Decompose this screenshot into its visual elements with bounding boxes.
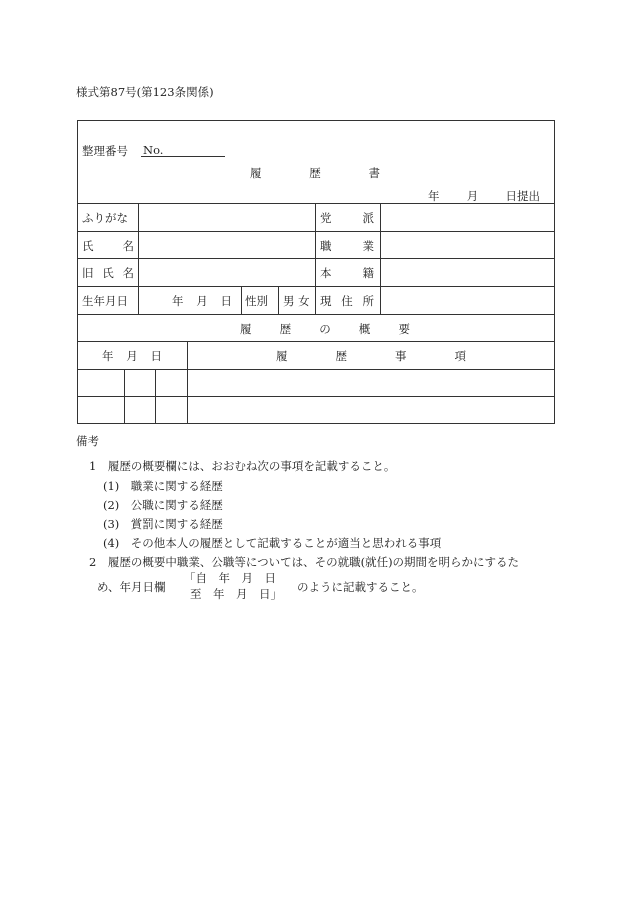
bracket-example-bottom: 至 年 月 日」 xyxy=(190,587,282,601)
row-divider xyxy=(77,231,555,232)
col-divider xyxy=(278,286,279,314)
row-divider xyxy=(77,314,555,315)
former-name-label: 旧 氏 名 xyxy=(82,266,134,280)
note-subitem: (3) 賞罰に関する経歴 xyxy=(103,517,223,531)
domicile-label: 本 籍 xyxy=(320,266,374,280)
col-divider xyxy=(138,203,139,314)
history-item-header: 履 歴 事 項 xyxy=(276,349,466,363)
note-item-2-suffix: のように記載すること。 xyxy=(297,580,424,594)
note-subitem: (1) 職業に関する経歴 xyxy=(103,479,223,493)
row-divider xyxy=(77,286,555,287)
col-divider xyxy=(124,369,125,424)
note-subitem: (2) 公職に関する経歴 xyxy=(103,498,223,512)
row-divider xyxy=(77,258,555,259)
sex-label: 性別 xyxy=(245,294,268,308)
history-summary-title: 履 歴 の 概 要 xyxy=(240,322,410,336)
col-divider xyxy=(380,203,381,314)
serial-number-label: 整理番号 xyxy=(82,144,128,158)
note-item-2-continuation: め、年月日欄 xyxy=(97,580,166,594)
col-divider xyxy=(187,341,188,424)
note-subitem: (4) その他本人の履歴として記載することが適当と思われる事項 xyxy=(103,536,442,550)
party-label: 党 派 xyxy=(320,211,374,225)
row-divider xyxy=(77,369,555,370)
notes-heading: 備考 xyxy=(76,434,99,448)
col-divider xyxy=(155,369,156,424)
furigana-label: ふりがな xyxy=(82,211,128,225)
history-date-header: 年 月 日 xyxy=(102,349,162,363)
serial-number-prefix: No. xyxy=(143,143,164,157)
note-item-2: 2 履歴の概要中職業、公職等については、その就職(就任)の期間を明らかにするた xyxy=(89,555,520,569)
submission-date: 年 月 日提出 xyxy=(428,189,540,203)
address-label: 現 住 所 xyxy=(320,294,374,308)
serial-number-field[interactable] xyxy=(141,156,225,157)
form-number: 様式第87号(第123条関係) xyxy=(76,85,214,99)
row-divider xyxy=(77,341,555,342)
birth-date-label: 生年月日 xyxy=(82,294,128,308)
bracket-example-top: 「自 年 月 日 xyxy=(184,571,276,585)
col-divider xyxy=(241,286,242,314)
col-divider xyxy=(315,203,316,314)
birth-date-fields: 年 月 日 xyxy=(172,294,232,308)
sex-values: 男 女 xyxy=(283,294,310,308)
name-label: 氏 名 xyxy=(82,239,134,253)
occupation-label: 職 業 xyxy=(320,239,374,253)
row-divider xyxy=(77,396,555,397)
document-title: 履 歴 書 xyxy=(250,166,380,180)
note-item-1: 1 履歴の概要欄には、おおむね次の事項を記載すること。 xyxy=(89,459,396,473)
